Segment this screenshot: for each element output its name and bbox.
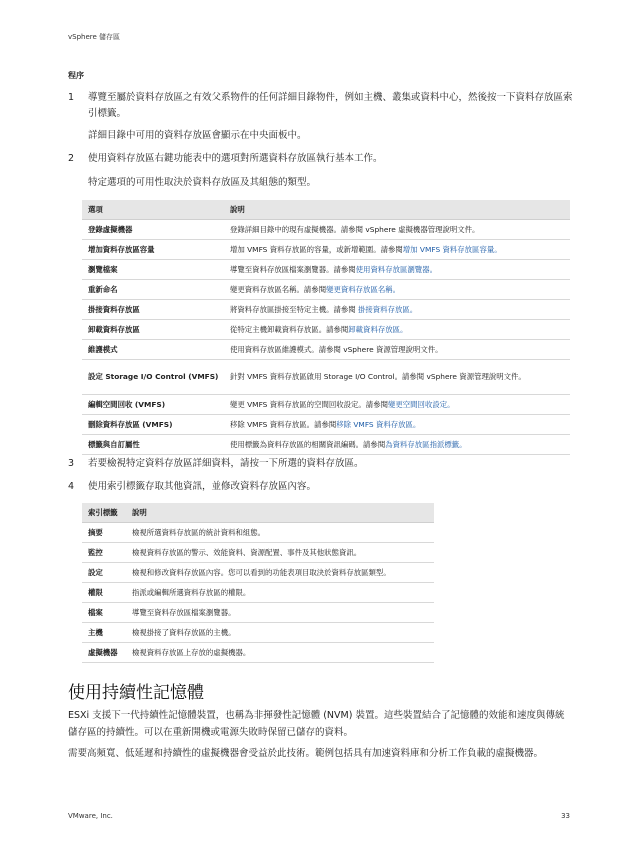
description-text: 變更 VMFS 資料存放區的空間回收設定。請參閱	[230, 400, 388, 409]
option-name: 標籤與自訂屬性	[82, 435, 224, 455]
description-text: 將資料存放區掛接至特定主機。請參閱	[230, 305, 358, 314]
tab-name: 主機	[82, 623, 126, 643]
tab-description: 檢視所選資料存放區的統計資料和組態。	[126, 523, 434, 543]
table-row	[82, 543, 434, 563]
option-name: 編輯空間回收 (VMFS)	[82, 395, 224, 415]
option-name: 增加資料存放區容量	[82, 240, 224, 260]
tab-description: 指派或編輯所選資料存放區的權限。	[126, 583, 434, 603]
option-description	[224, 220, 570, 240]
tabs-table	[82, 503, 434, 663]
running-header: vSphere 儲存區	[68, 33, 121, 41]
option-name: 設定 Storage I/O Control (VMFS)	[82, 360, 224, 395]
tab-description: 檢視資料存放區的警示、效能資料、資源配置、事件及其他狀態資訊。	[126, 543, 434, 563]
cross-reference-link[interactable]: 使用資料存放區瀏覽器。	[355, 265, 437, 274]
step-3	[68, 456, 573, 472]
page-number: 33	[561, 812, 570, 820]
column-header-option: 選項	[82, 200, 224, 220]
table-row	[82, 583, 434, 603]
description-text: 增加 VMFS 資料存放區的容量，或新增範圍。請參閱	[230, 245, 403, 254]
description-text: 使用標籤為資料存放區的相關資訊編碼。請參閱	[230, 440, 386, 449]
cross-reference-link[interactable]: 卸載資料存放區。	[348, 325, 408, 334]
tab-description: 檢視掛接了資料存放區的主機。	[126, 623, 434, 643]
option-description	[224, 395, 570, 415]
table-row	[82, 360, 570, 395]
option-description	[224, 360, 570, 395]
description-text: 使用資料存放區維護模式。請參閱 vSphere 資源管理說明文件。	[230, 345, 443, 354]
option-name: 維護模式	[82, 340, 224, 360]
table-row	[82, 623, 434, 643]
table-row	[82, 220, 570, 240]
table-row	[82, 523, 434, 543]
tab-description: 檢視和修改資料存放區內容。您可以看到的功能表項目取決於資料存放區類型。	[126, 563, 434, 583]
paragraph-benefit: 需要高頻寬、低延遲和持續性的虛擬機器會受益於此技術。範例包括具有加速資料庫和分析工作負載的虛擬機器。	[68, 748, 544, 759]
table-row	[82, 643, 434, 663]
description-text: 針對 VMFS 資料存放區啟用 Storage I/O Control。請參閱 vSphere 資源管理說明文件。	[230, 372, 526, 381]
description-text: 導覽至資料存放區檔案瀏覽器。請參閱	[230, 265, 356, 274]
option-name: 重新命名	[82, 280, 224, 300]
table-row	[82, 395, 570, 415]
step-text: 使用索引標籤存取其他資訊，並修改資料存放區內容。	[88, 481, 317, 492]
table-row	[82, 300, 570, 320]
tab-name: 檔案	[82, 603, 126, 623]
option-description	[224, 260, 570, 280]
description-text: 移除 VMFS 資料存放區。請參閱	[230, 420, 337, 429]
tab-name: 摘要	[82, 523, 126, 543]
tab-name: 設定	[82, 563, 126, 583]
option-description	[224, 340, 570, 360]
table-row	[82, 435, 570, 455]
column-header-tab: 索引標籤	[82, 503, 126, 523]
option-description	[224, 300, 570, 320]
cross-reference-link[interactable]: 變更空間回收設定。	[387, 400, 455, 409]
description-text: 登錄詳細目錄中的現有虛擬機器。請參閱 vSphere 虛擬機器管理說明文件。	[230, 225, 480, 234]
option-description	[224, 280, 570, 300]
column-header-description: 說明	[224, 200, 570, 220]
step-2	[68, 151, 573, 167]
option-description	[224, 435, 570, 455]
cross-reference-link[interactable]: 為資料存放區指派標籤。	[385, 440, 467, 449]
option-name: 卸載資料存放區	[82, 320, 224, 340]
cross-reference-link[interactable]: 移除 VMFS 資料存放區。	[336, 420, 421, 429]
step-number: 2	[68, 153, 75, 164]
options-table	[82, 200, 570, 455]
table-header-row	[82, 503, 434, 523]
option-description	[224, 320, 570, 340]
step-1	[68, 90, 573, 122]
tab-description: 導覽至資料存放區檔案瀏覽器。	[126, 603, 434, 623]
cross-reference-link[interactable]: 掛接資料存放區。	[358, 305, 418, 314]
option-name: 登錄虛擬機器	[82, 220, 224, 240]
step-2-note: 特定選項的可用性取決於資料存放區及其組態的類型。	[88, 177, 317, 188]
section-heading: 使用持續性記憶體	[68, 683, 204, 703]
step-text: 使用資料存放區右鍵功能表中的選項對所選資料存放區執行基本工作。	[88, 153, 383, 164]
tab-description: 檢視資料存放區上存放的虛擬機器。	[126, 643, 434, 663]
tab-name: 虛擬機器	[82, 643, 126, 663]
step-number: 4	[68, 481, 75, 492]
tab-name: 監控	[82, 543, 126, 563]
description-text: 變更資料存放區名稱。請參閱	[230, 285, 327, 294]
column-header-description: 說明	[126, 503, 434, 523]
table-row	[82, 603, 434, 623]
step-text: 若要檢視特定資料存放區詳細資料，請按一下所選的資料存放區。	[88, 458, 364, 469]
option-name: 掛接資料存放區	[82, 300, 224, 320]
description-text: 從特定主機卸載資料存放區。請參閱	[230, 325, 349, 334]
cross-reference-link[interactable]: 增加 VMFS 資料存放區容量。	[402, 245, 502, 254]
table-row	[82, 280, 570, 300]
footer-company: VMware, Inc.	[68, 812, 113, 820]
tab-name: 權限	[82, 583, 126, 603]
procedure-label: 程序	[68, 71, 84, 80]
step-4	[68, 479, 573, 495]
table-row	[82, 415, 570, 435]
step-number: 1	[68, 92, 75, 103]
table-row	[82, 320, 570, 340]
option-description	[224, 415, 570, 435]
table-row	[82, 240, 570, 260]
paragraph-intro: ESXi 支援下一代持續性記憶體裝置，也稱為非揮發性記憶體 (NVM) 裝置。這些裝置結合了記憶體的效能和速度與傳統儲存區的持續性。可以在重新開機或電源失敗時保留已儲存的資料。	[68, 710, 565, 738]
table-header-row	[82, 200, 570, 220]
option-name: 刪除資料存放區 (VMFS)	[82, 415, 224, 435]
step-text: 導覽至屬於資料存放區之有效父系物件的任何詳細目錄物件，例如主機、叢集或資料中心，然後按一下資料存放區索引標籤。	[88, 92, 573, 119]
table-row	[82, 260, 570, 280]
table-row	[82, 563, 434, 583]
option-description	[224, 240, 570, 260]
step-1-note: 詳細目錄中可用的資料存放區會顯示在中央面板中。	[88, 130, 307, 141]
cross-reference-link[interactable]: 變更資料存放區名稱。	[326, 285, 401, 294]
step-number: 3	[68, 458, 75, 469]
option-name: 瀏覽檔案	[82, 260, 224, 280]
table-row	[82, 340, 570, 360]
